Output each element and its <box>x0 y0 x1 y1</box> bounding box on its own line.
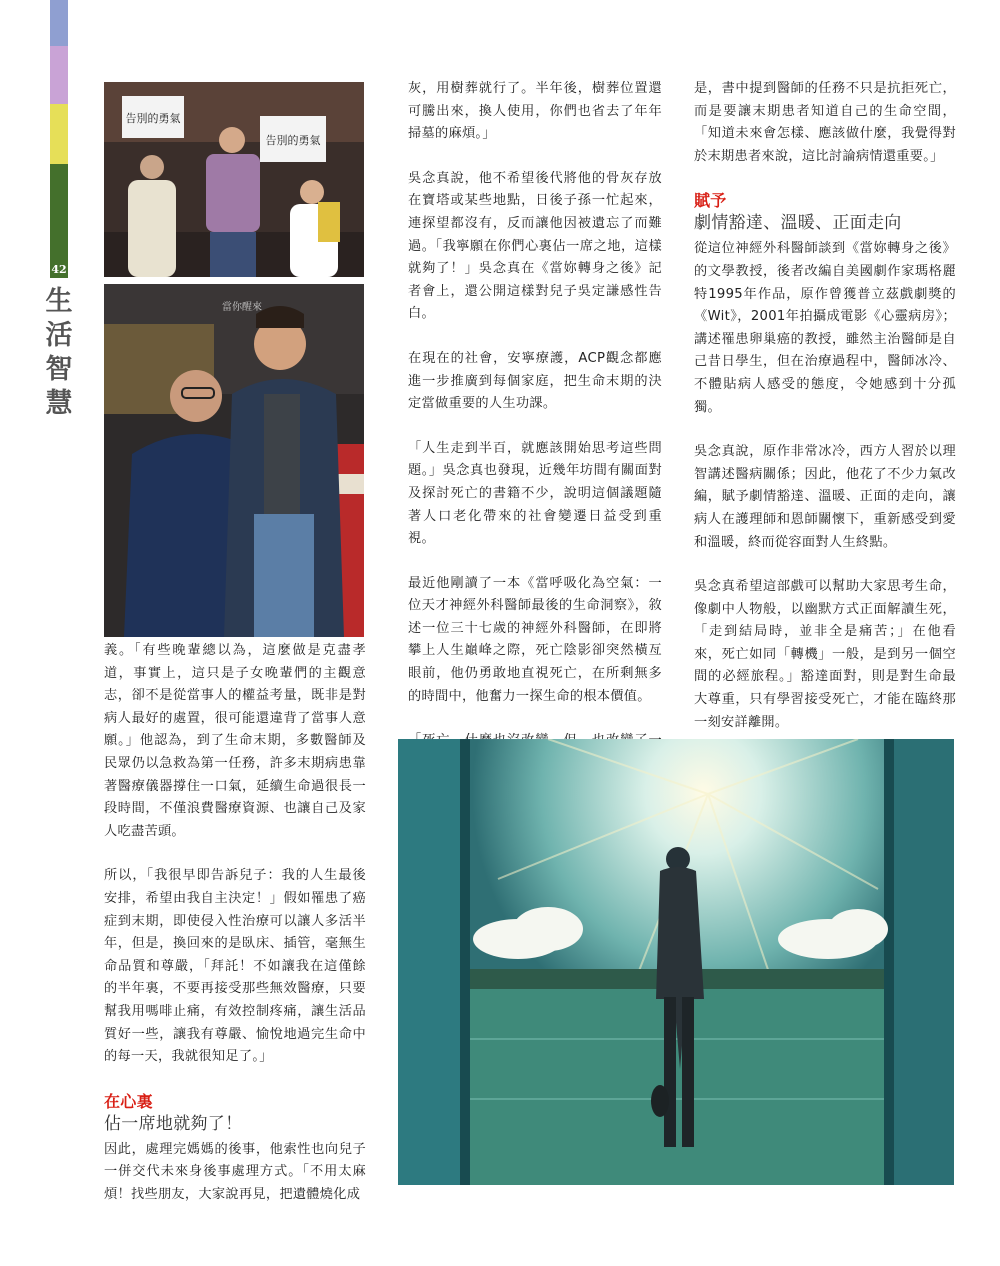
banner-text: 當你醒來 <box>222 302 262 313</box>
paragraph: 吳念真說，他不希望後代將他的骨灰存放在寶塔或某些地點，日後子孫一忙起來，連探望都沒有，反而讓他因被遺忘了而難過。「我寧願在你們心裏佔一席之地，這樣就夠了！」吳念真在《當妳轉身之後》記者會上，還公開這樣對兒子吳定謙感性告白。 <box>408 170 662 322</box>
paragraph: 因此，處理完媽媽的後事，他索性也向兒子一併交代未來身後事處理方式。「不用太麻煩！找些朋友，大家說再見，把遺體燒化成 <box>104 1141 366 1202</box>
paragraph: 在現在的社會，安寧療護，ACP觀念都應進一步推廣到每個家庭，把生命末期的決定當做重要的人生功課。 <box>408 350 662 412</box>
paragraph: 所以，「我很早即告訴兒子：我的人生最後安排，希望由我自主決定！」假如罹患了癌症到末期，即使侵入性治療可以讓人多活半年，但是，換回來的是臥床、插管，毫無生命品質和尊嚴，「拜託！不如讓我在這僅餘的半年裏，不要再接受那些無效醫療，只要幫我用嗎啡止痛，有效控制疼痛，讓生活品質好一些，讓我有尊嚴、愉悅地過完生命中的每一天，我就很知足了。」 <box>104 868 366 1065</box>
page-number: 42 <box>51 263 67 276</box>
paragraph: 是，書中提到醫師的任務不只是抗拒死亡，而是要讓末期患者知道自己的生命空間，「知道未來會怎樣、應該做什麼，我覺得對於末期患者來說，這比討論病情還重要。」 <box>694 81 956 164</box>
paragraph: 吳念真說，原作非常冰冷，西方人習於以理智講述醫病關係；因此，他花了不少力氣改編，賦予劇情豁達、溫暖、正面的走向，讓病人在護理師和恩師關懷下，重新感受到愛和溫暖，終而從容面對人生終點。 <box>694 444 956 550</box>
section-char: 智 <box>45 354 73 385</box>
paragraph: 從這位神經外科醫師談到《當妳轉身之後》的文學教授，後者改編自美國劇作家瑪格麗特1995年作品，原作曾獲普立茲戲劇獎的《Wit》，2001年拍攝成電影《心靈病房》；講述罹患卵巢癌的教授，雖然主治醫師是自己昔日學生，但在治療過程中，醫師冰冷、不體貼病人感受的態度，令她感到十分孤獨。 <box>694 241 956 415</box>
subheading-red: 賦予 <box>694 191 727 211</box>
subheading-black: 劇情豁達、溫暖、正面走向 <box>694 213 902 234</box>
press-conference-photo <box>104 82 364 277</box>
paragraph: 吳念真希望這部戲可以幫助大家思考生命，像劇中人物般，以幽默方式正面解讀生死，「走到結局時，並非全是痛苦；」在他看來，死亡如同「轉機」一般，是到另一個空間的必經旅程。」豁達面對，則是對生命最大尊重，只有學習接受死亡，才能在臨終那一刻安詳離開。 <box>694 579 956 730</box>
paragraph: 最近他剛讀了一本《當呼吸化為空氣：一位天才神經外科醫師最後的生命洞察》，敘述一位三十七歲的神經外科醫師，在即將攀上人生巔峰之際，死亡陰影卻突然橫亙眼前，他仍勇敢地直視死亡，在所剩無多的時間中，他奮力一探生命的根本價值。 <box>408 575 662 704</box>
paragraph: 灰，用樹葬就行了。半年後，樹葬位置還可騰出來，換人使用，你們也省去了年年掃墓的麻煩。」 <box>408 81 662 142</box>
painting-illustration <box>398 739 954 1185</box>
section-char: 慧 <box>45 388 73 419</box>
subheading <box>104 1091 366 1135</box>
section-char: 活 <box>45 320 73 351</box>
two-men-photo <box>104 284 364 637</box>
sign-text-left: 告別的勇氣 <box>125 112 181 125</box>
color-bar-green <box>50 164 68 262</box>
section-char: 生 <box>45 286 73 317</box>
text-column-3 <box>694 78 956 756</box>
paragraph: 義。「有些晚輩總以為，這麼做是克盡孝道，事實上，這只是子女晚輩們的主觀意志，卻不是從當事人的權益考量，既非是對病人最好的處置，很可能還違背了當事人意願。」他認為，到了生命末期，多數醫師及民眾仍以急救為第一任務，許多末期病患靠著醫療儀器撐住一口氣，延續生命過很長一段時間，不僅浪費醫療資源、也讓自己及家人吃盡苦頭。 <box>104 643 366 839</box>
color-bar-yellow <box>50 104 68 164</box>
text-column-2 <box>408 78 662 820</box>
text-column-1 <box>104 640 366 1228</box>
subheading-black: 佔一席地就夠了！ <box>104 1113 243 1134</box>
paragraph: 「人生走到半百，就應該開始思考這些問題。」吳念真也發現，近幾年坊間有關面對及探討死亡的書籍不少，說明這個議題隨著人口老化帶來的社會變遷日益受到重視。 <box>408 440 662 547</box>
sign-text-right: 告別的勇氣 <box>265 134 321 147</box>
color-bar-purple <box>50 46 68 104</box>
section-label <box>44 285 74 421</box>
subheading-red: 在心裏 <box>104 1091 153 1111</box>
subheading <box>694 190 956 234</box>
color-bar-blue <box>50 0 68 46</box>
